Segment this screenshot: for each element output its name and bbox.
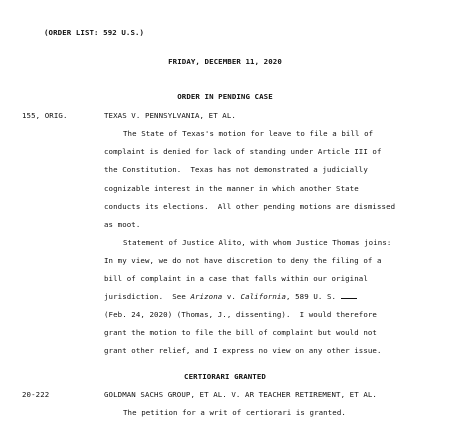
statement-text-line: bill of complaint in a case that falls within our original — [104, 274, 368, 283]
order-date: FRIDAY, DECEMBER 11, 2020 — [168, 57, 282, 66]
case-caption: TEXAS V. PENNSYLVANIA, ET AL. — [104, 111, 236, 120]
case-caption: GOLDMAN SACHS GROUP, ET AL. V. AR TEACHER RETIREMENT, ET AL. — [104, 390, 377, 399]
order-text-line: the Constitution. Texas has not demonstrated a judicially — [104, 165, 368, 174]
docket-number: 20-222 — [22, 390, 50, 399]
statement-text-line: grant other relief, and I express no view on any other issue. — [104, 346, 382, 355]
order-text-line: complaint is denied for lack of standing under Article III of — [104, 147, 382, 156]
statement-text-line: In my view, we do not have discretion to deny the filing of a — [104, 256, 382, 265]
page-blank-line — [341, 292, 357, 299]
order-text-line: cognizable interest in the manner in which another State — [104, 184, 359, 193]
order-text-line: as moot. — [104, 220, 141, 229]
section-heading-certiorari: CERTIORARI GRANTED — [184, 372, 266, 381]
versus-text: v. — [222, 292, 241, 301]
order-text-line: conducts its elections. All other pending motions are dismissed — [104, 202, 396, 211]
reporter-cite: , 589 U. S. — [286, 292, 341, 301]
statement-text-line-citation — [104, 292, 357, 302]
statement-text-line: Statement of Justice Alito, with whom Justice Thomas joins: — [123, 238, 392, 247]
statement-text-line: grant the motion to file the bill of complaint but would not — [104, 328, 377, 337]
case-name-italic: Arizona — [190, 292, 223, 301]
certiorari-text: The petition for a writ of certiorari is granted. — [123, 408, 346, 417]
section-heading-pending-case: ORDER IN PENDING CASE — [177, 92, 273, 101]
order-text-line: The State of Texas's motion for leave to file a bill of — [123, 129, 374, 138]
order-list-label: (ORDER LIST: 592 U.S.) — [44, 28, 145, 37]
case-name-italic: California — [240, 292, 287, 301]
docket-number: 155, ORIG. — [22, 111, 68, 120]
statement-text-line: (Feb. 24, 2020) (Thomas, J., dissenting). I would therefore — [104, 310, 377, 319]
statement-text-segment: jurisdiction. See — [104, 292, 191, 301]
